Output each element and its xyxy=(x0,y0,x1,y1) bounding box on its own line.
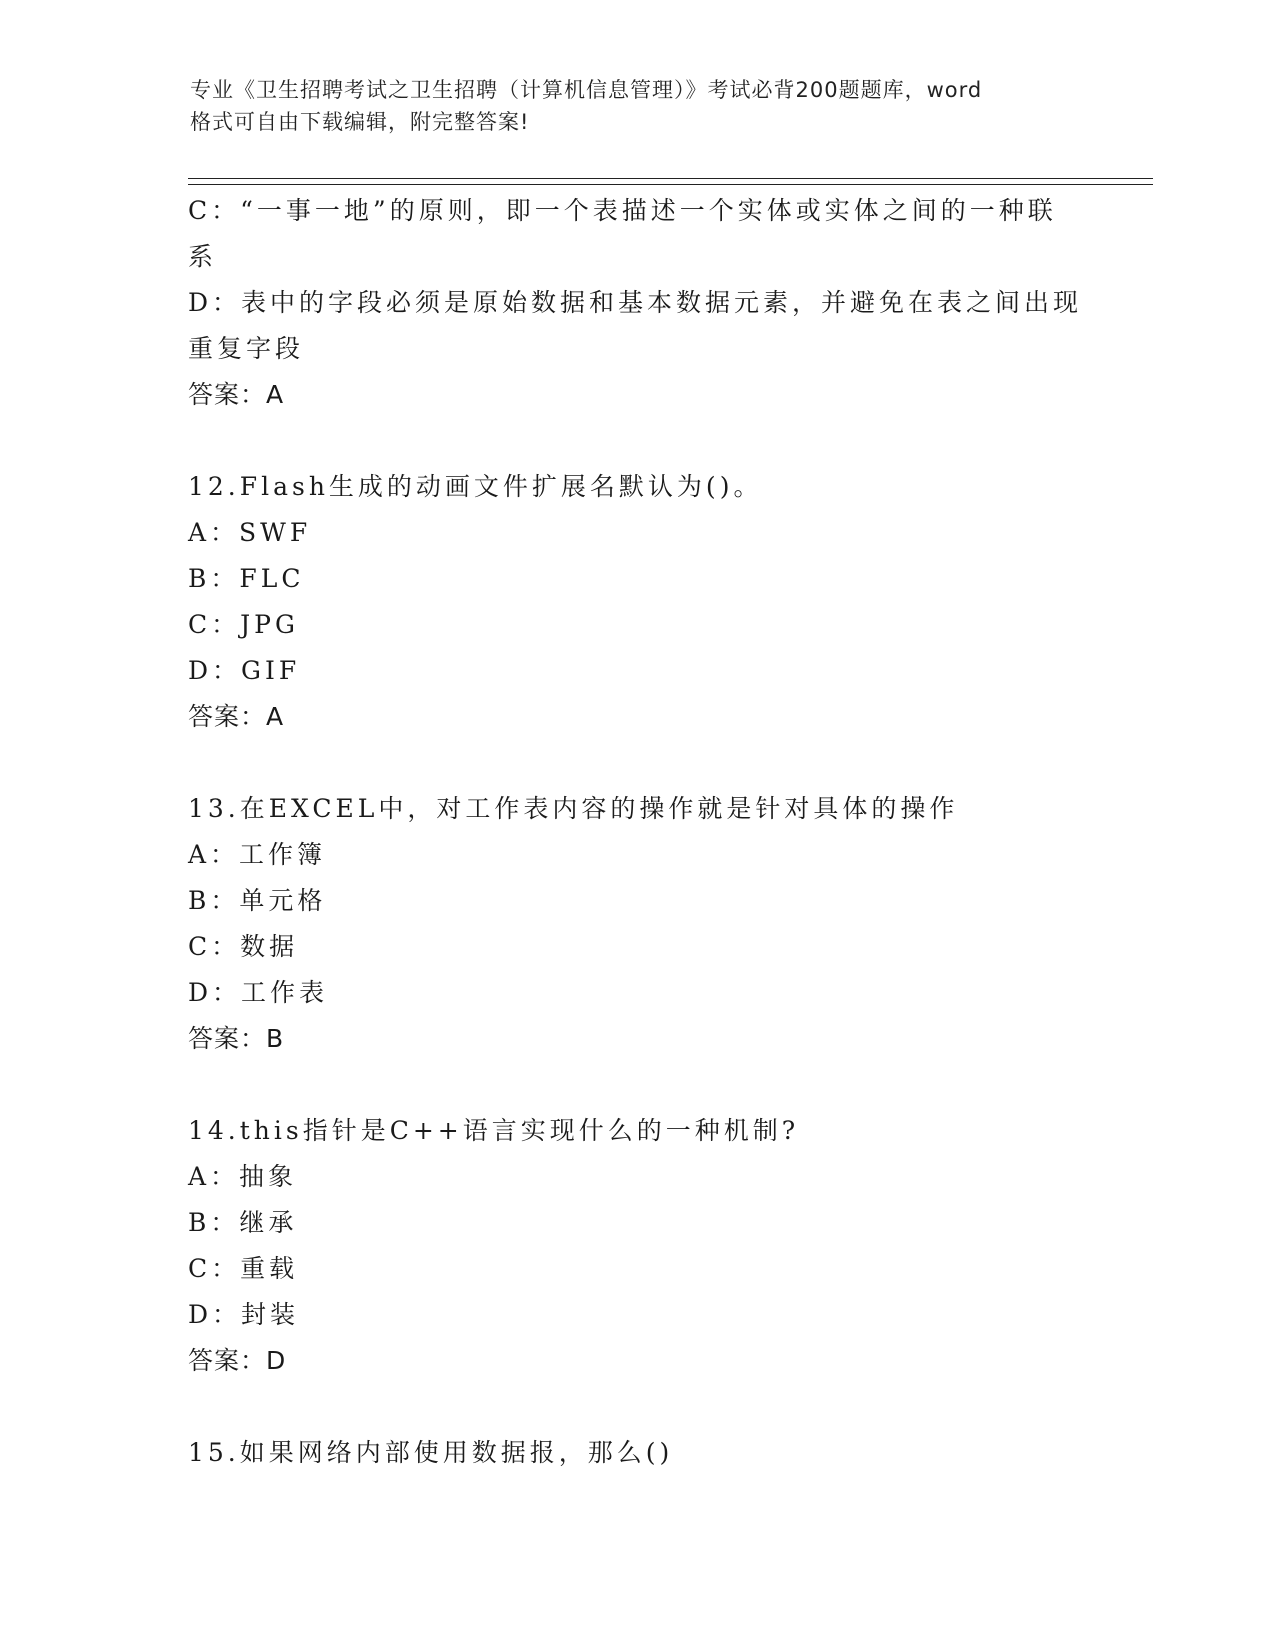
answer-line: 答案：D xyxy=(188,1346,287,1375)
question-block-12 xyxy=(188,464,1088,740)
option-c-line2: 系 xyxy=(188,242,218,271)
spacer xyxy=(188,1062,1088,1108)
option-c-line1: C：“一事一地”的原则，即一个表描述一个实体或实体之间的一种联 xyxy=(188,196,1057,225)
option-d: D：封装 xyxy=(188,1300,300,1329)
document-header xyxy=(190,74,1090,138)
header-title-line2: 格式可自由下载编辑，附完整答案! xyxy=(190,110,530,134)
question-list xyxy=(188,188,1088,1476)
option-a: A：工作簿 xyxy=(188,840,327,869)
answer-line: 答案：A xyxy=(188,380,285,409)
header-title-line1: 专业《卫生招聘考试之卫生招聘（计算机信息管理）》考试必背200题题库，word xyxy=(190,78,983,102)
question-stem: 15.如果网络内部使用数据报，那么() xyxy=(188,1438,674,1467)
option-c: C：数据 xyxy=(188,932,299,961)
option-d: D：工作表 xyxy=(188,978,329,1007)
option-d-line2: 重复字段 xyxy=(188,334,305,363)
option-b: B：继承 xyxy=(188,1208,298,1237)
answer-line: 答案：B xyxy=(188,1024,285,1053)
option-d-line1: D：表中的字段必须是原始数据和基本数据元素，并避免在表之间出现 xyxy=(188,288,1083,317)
answer-line: 答案：A xyxy=(188,702,285,731)
question-stem: 12.Flash生成的动画文件扩展名默认为()。 xyxy=(188,472,763,501)
spacer xyxy=(188,418,1088,464)
question-block-13 xyxy=(188,786,1088,1062)
question-block-15 xyxy=(188,1430,1088,1476)
option-a: A：抽象 xyxy=(188,1162,298,1191)
question-stem: 13.在EXCEL中，对工作表内容的操作就是针对具体的操作 xyxy=(188,794,959,823)
spacer xyxy=(188,740,1088,786)
question-block-14 xyxy=(188,1108,1088,1384)
option-b: B：单元格 xyxy=(188,886,327,915)
option-c: C：重载 xyxy=(188,1254,299,1283)
option-c: C：JPG xyxy=(188,610,299,639)
option-b: B：FLC xyxy=(188,564,305,593)
header-divider xyxy=(188,178,1153,185)
option-d: D：GIF xyxy=(188,656,301,685)
spacer xyxy=(188,1384,1088,1430)
question-block-continued xyxy=(188,188,1088,418)
option-a: A：SWF xyxy=(188,518,312,547)
question-stem: 14.this指针是C++语言实现什么的一种机制? xyxy=(188,1116,800,1145)
